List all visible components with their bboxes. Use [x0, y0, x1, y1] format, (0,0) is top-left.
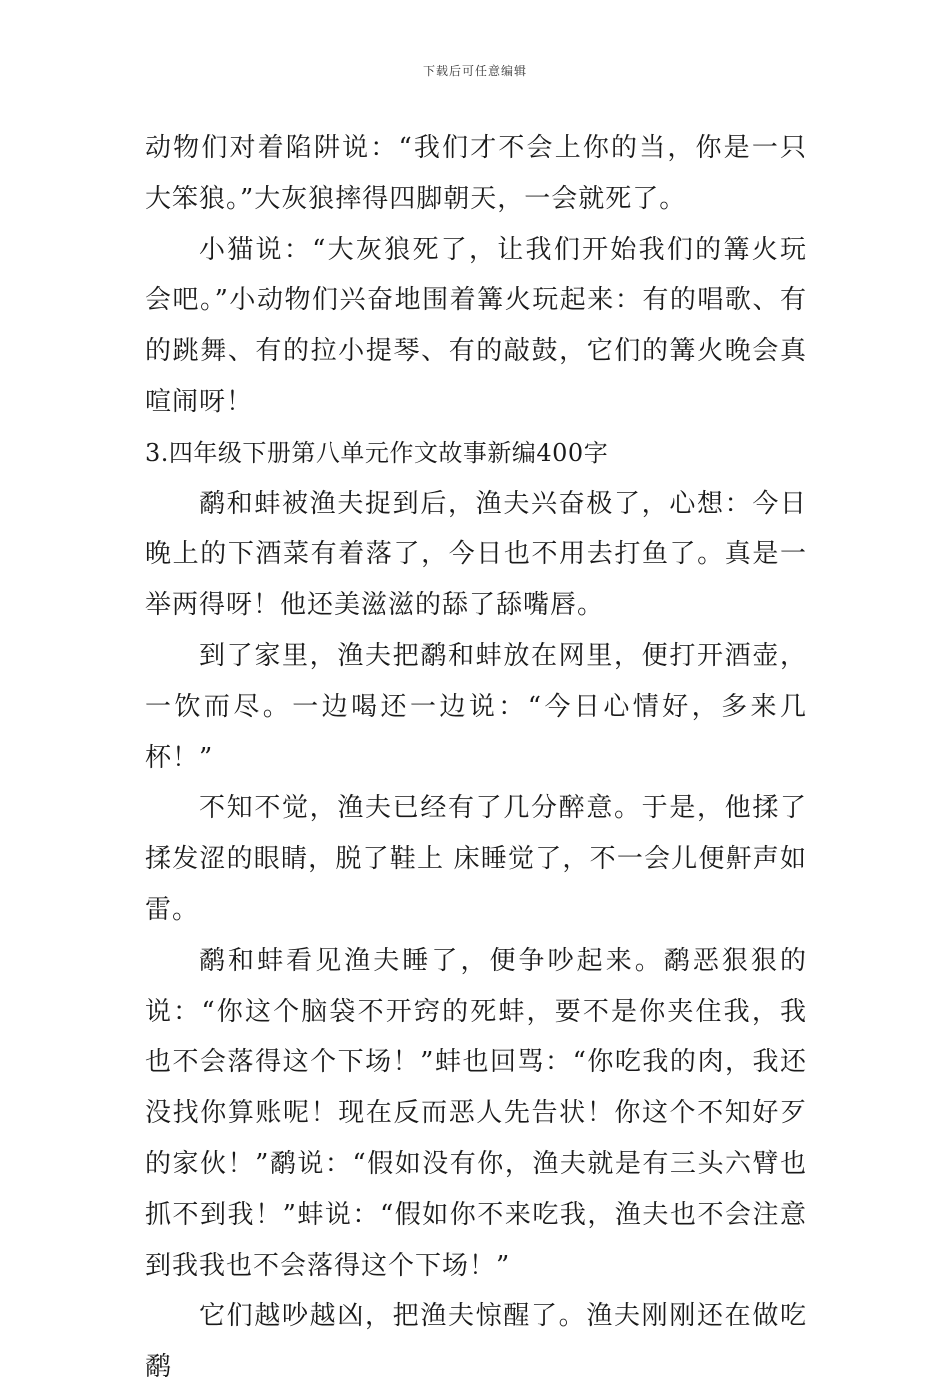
paragraph: 不知不觉，渔夫已经有了几分醉意。于是，他揉了揉发涩的眼睛，脱了鞋上 床睡觉了，不一会儿便鼾声如雷。 — [145, 793, 807, 925]
paragraph: 到了家里，渔夫把鹬和蚌放在网里，便打开酒壶，一饮而尽。一边喝还一边说：“今日心情好，多来几杯！” — [145, 640, 807, 773]
paragraph: 小猫说：“大灰狼死了，让我们开始我们的篝火玩会吧。”小动物们兴奋地围着篝火玩起来：有的唱歌、有的跳舞、有的拉小提琴、有的敲鼓，它们的篝火晚会真喧闹呀！ — [145, 234, 807, 417]
paragraph: 动物们对着陷阱说：“我们才不会上你的当，你是一只大笨狼。”大灰狼摔得四脚朝天，一会就死了。 — [145, 133, 807, 214]
paragraph: 鹬和蚌被渔夫捉到后，渔夫兴奋极了，心想：今日晚上的下酒菜有着落了，今日也不用去打鱼了。真是一举两得呀！他还美滋滋的舔了舔嘴唇。 — [145, 488, 807, 621]
section-heading: 3.四年级下册第八单元作文故事新编400字 — [145, 438, 609, 467]
document-body — [145, 123, 807, 1393]
paragraph: 鹬和蚌看见渔夫睡了，便争吵起来。鹬恶狠狠的说：“你这个脑袋不开窍的死蚌，要不是你夹住我，我也不会落得这个下场！”蚌也回骂：“你吃我的肉，我还没找你算账呢！现在反而恶人先告状！你这个不知好歹的家伙！”鹬说：“假如没有你，渔夫就是有三头六臂也抓不到我！”蚌说：“假如你不来吃我，渔夫也不会注意到我我也不会落得这个下场！” — [145, 945, 807, 1281]
paragraph: 它们越吵越凶，把渔夫惊醒了。渔夫刚刚还在做吃鹬 — [145, 1301, 807, 1383]
page-header-note: 下载后可任意编辑 — [422, 64, 527, 78]
